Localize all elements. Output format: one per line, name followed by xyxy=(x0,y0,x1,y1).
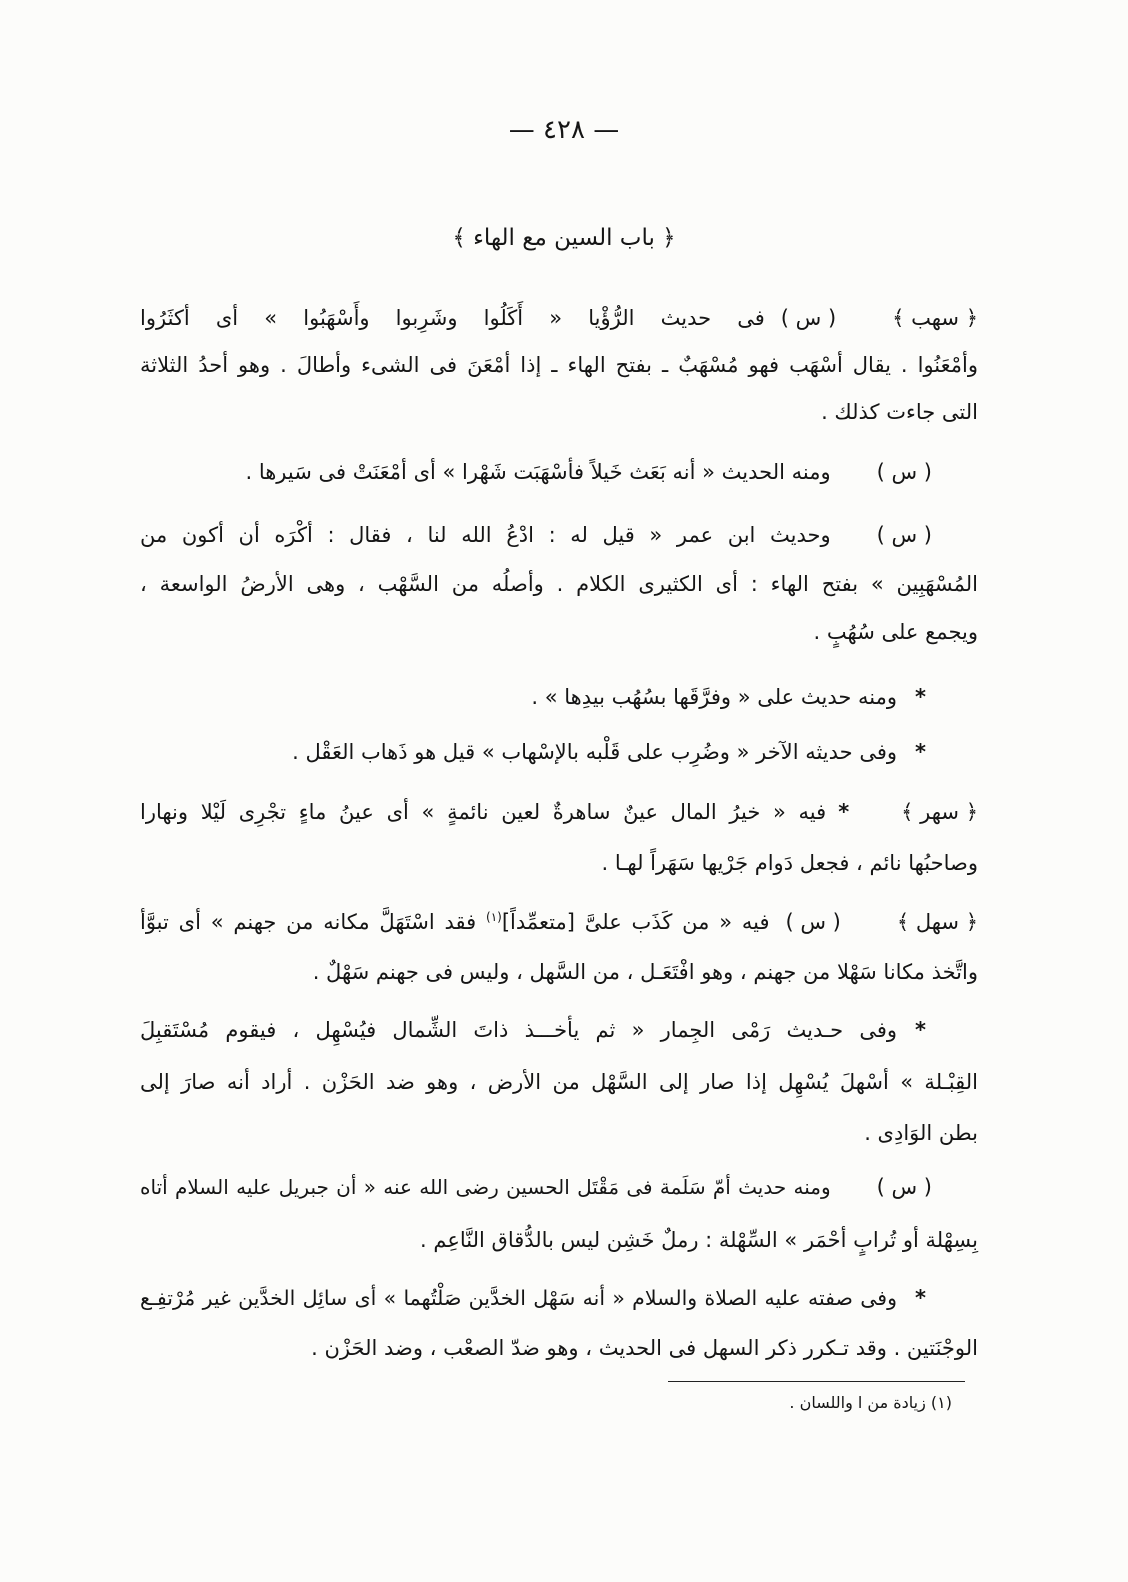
text-line xyxy=(140,792,978,832)
line-text: وأمْعَنُوا . يقال أسْهَب فهو مُسْهَبٌ ـ بفتح الهاء ـ إذا أمْعَنَ فى الشىء وأطالَ . وهو أحدُ الثلاثة xyxy=(140,353,978,377)
line-text: فيه « خيرُ المال عينٌ ساهرةٌ لعين نائمةٍ » أى عينُ ماءٍ تجْرِى لَيْلا ونهارا xyxy=(140,800,827,824)
line-text-before-note: فيه « من كَذَب علىَّ [متعمِّداً] xyxy=(501,910,770,934)
line-text: فى حديث الرُّؤْيا « أَكَلُوا وشَرِبوا وأَسْهَبُوا » أى أكثَرُوا xyxy=(140,306,765,330)
text-line xyxy=(140,392,978,432)
entry-headword: ﴿ سهر ﴾ xyxy=(901,800,978,824)
text-line xyxy=(140,1278,978,1318)
text-line xyxy=(140,1062,978,1102)
star-marker: * xyxy=(915,685,926,709)
line-text: الوجْنَتين . وقد تـكرر ذكر السهل فى الحديث ، وهو ضدّ الصعْب ، وضد الحَزْن . xyxy=(311,1336,978,1360)
line-text: بِسِهْلة أو تُرابٍ أحْمَر » السِّهْلة : رملٌ خَشِن ليس بالدُّقاق النَّاعِم . xyxy=(420,1228,978,1252)
text-line xyxy=(140,677,978,717)
source-marker: ( س ) xyxy=(876,460,932,484)
line-text: التى جاءت كذلك . xyxy=(821,400,978,424)
text-line xyxy=(140,1010,978,1050)
line-text: وصاحبُها نائم ، فجعل دَوام جَرْيها سَهَراً لهـا . xyxy=(601,851,978,875)
entry-headword: ﴿ سهل ﴾ xyxy=(896,910,978,934)
footnote-divider xyxy=(668,1381,965,1382)
line-text: المُسْهَبِين » بفتح الهاء : أى الكثيرى الكلام . وأصلُه من السَّهْب ، وهى الأرضُ الواسعة ، xyxy=(140,572,978,596)
line-text-after-note: فقد اسْتَهَلَّ مكانه من جهنم » أى تبوَّأ xyxy=(140,910,487,934)
text-line xyxy=(140,612,978,652)
line-text xyxy=(140,902,769,942)
line-text: واتَّخذ مكانا سَهْلا من جهنم ، وهو افْتَعَـل ، من السَّهل ، وليس فى جهنم سَهْلٌ . xyxy=(312,960,978,984)
line-text: وفى حديثه الآخر « وضُرِب على قَلْبه بالإسْهاب » قيل هو ذَهاب العَقْل . xyxy=(292,740,898,764)
text-line xyxy=(140,1167,978,1207)
star-marker: * xyxy=(915,740,926,764)
text-line xyxy=(140,1220,978,1260)
source-marker: ( س ) xyxy=(876,1175,932,1199)
star-marker: * xyxy=(915,1018,926,1042)
source-marker: ( س ) xyxy=(780,306,837,330)
line-text: ومنه الحديث « أنه بَعَث خَيلاً فأسْهَبَت شَهْرا » أى أمْعَنَتْ فى سَيرها . xyxy=(245,460,831,484)
line-text: وفى صفته عليه الصلاة والسلام « أنه سَهْل الخدَّين صَلْتُهما » أى سائِل الخدَّين غير مُرْتفِـع xyxy=(140,1286,898,1310)
source-marker: ( س ) xyxy=(785,910,841,934)
page-number: — ٤٢٨ — xyxy=(508,115,620,145)
text-line xyxy=(140,564,978,604)
text-line xyxy=(140,345,978,385)
text-line xyxy=(140,452,978,492)
text-line xyxy=(140,515,978,555)
line-text: بطن الوَادِى . xyxy=(864,1121,978,1145)
text-line xyxy=(140,1328,978,1368)
star-marker: * xyxy=(838,800,850,824)
line-text: القِبْـلة » أسْهلَ يُسْهِل إذا صار إلى السَّهْل من الأرض ، وهو ضد الحَزْن . أراد أنه صارَ إلى xyxy=(140,1070,978,1094)
chapter-heading: ﴿ باب السين مع الهاء ﴾ xyxy=(452,225,676,251)
line-text: ويجمع على سُهُبٍ . xyxy=(813,620,978,644)
line-text: ومنه حديث على « وفرَّقَها بسُهُب بيدِها » . xyxy=(531,685,898,709)
line-text: ومنه حديث أمّ سَلَمة فى مَقْتَل الحسين رضى الله عنه « أن جبريل عليه السلام أتاه xyxy=(140,1175,831,1199)
footnote: (١) زيادة من ا واللسان . xyxy=(789,1393,952,1412)
line-text: وفى حـديث رَمْى الجِمار « ثم يأخـــذ ذاتَ الشِّمال فيُسْهِل ، فيقوم مُسْتَقبِلَ xyxy=(140,1018,898,1042)
source-marker: ( س ) xyxy=(876,523,932,547)
entry-headword: ﴿ سهب ﴾ xyxy=(892,306,978,330)
footnote-ref: (١) xyxy=(486,910,502,924)
line-text: وحديث ابن عمر « قيل له : ادْعُ الله لنا ، فقال : أكْرَه أن أكون من xyxy=(140,523,831,547)
text-line xyxy=(140,843,978,883)
text-line xyxy=(140,902,978,942)
text-line xyxy=(140,732,978,772)
star-marker: * xyxy=(915,1286,926,1310)
text-line xyxy=(140,298,978,338)
text-line xyxy=(140,952,978,992)
text-line xyxy=(140,1113,978,1153)
